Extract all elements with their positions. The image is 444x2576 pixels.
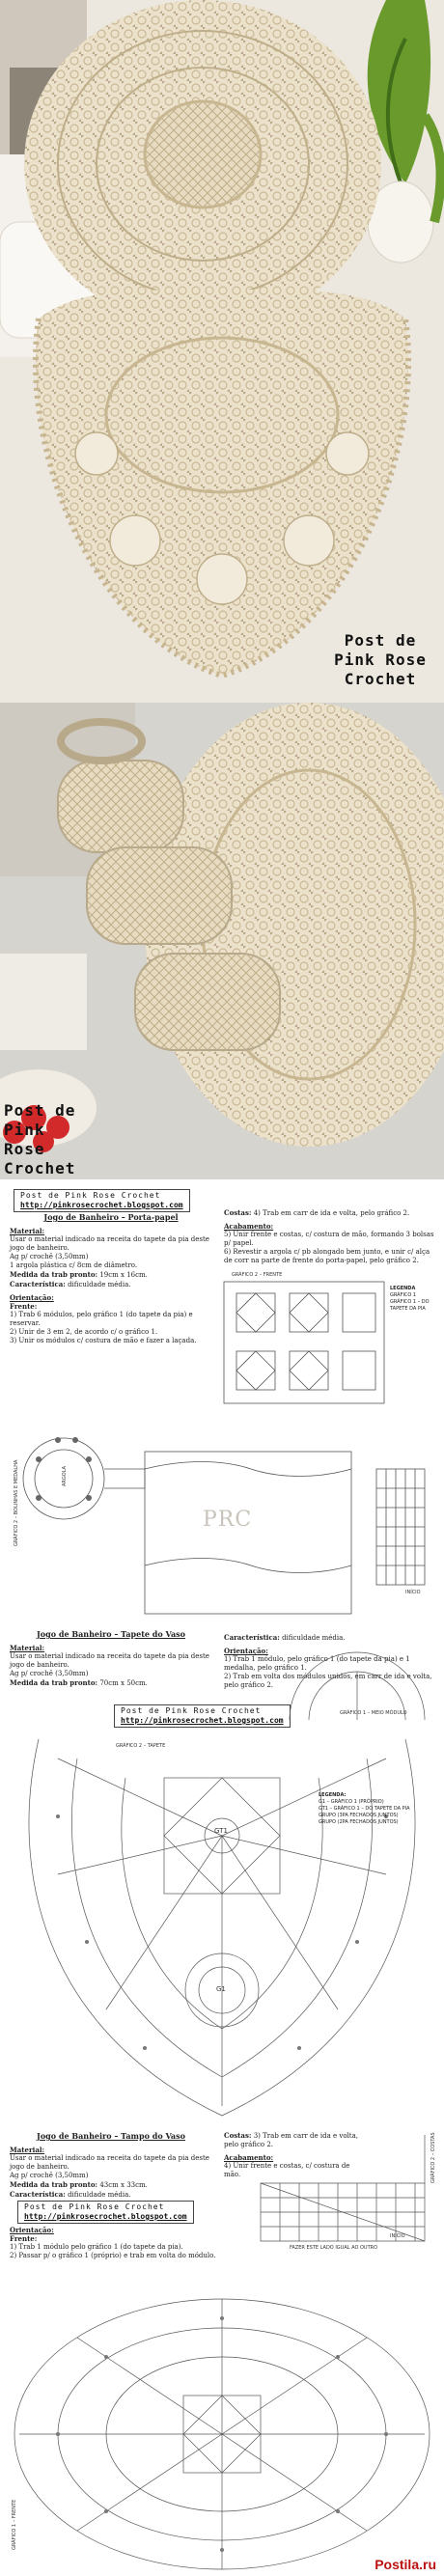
watermark-line-3: Crochet bbox=[4, 1159, 76, 1177]
needle-text: Ag p/ crochê (3,50mm) bbox=[10, 1253, 89, 1260]
size-label: Medida da trab pronto: bbox=[10, 1678, 98, 1687]
legend-item-1: GRÁFICO 1 bbox=[390, 1292, 417, 1298]
sheet-2-diagram bbox=[0, 1623, 444, 2125]
frente-heading: Frente: bbox=[10, 2234, 38, 2243]
chart-label-rug: GRÁFICO 2 – TAPETE bbox=[116, 1743, 166, 1749]
needle-text: Ag p/ crochê (3,50mm) bbox=[10, 2172, 89, 2179]
sheet-2-title: Jogo de Banheiro – Tapete do Vaso bbox=[37, 1629, 185, 1639]
watermark-line-2: Pink Rose bbox=[4, 1121, 45, 1158]
watermark-line-3: Crochet bbox=[344, 670, 417, 688]
legend-item-2: GT1 – GRÁFICO 1 – DO TAPETE DA PIA bbox=[319, 1806, 410, 1812]
sheet-1-diagrams bbox=[0, 1179, 444, 1623]
orientation-heading: Orientação: bbox=[10, 2226, 54, 2234]
chart-note-fazer: FAZER ESTE LADO IGUAL AO OUTRO bbox=[290, 2245, 378, 2251]
prc-mark: PRC bbox=[203, 1508, 253, 1532]
watermark-line-2: Pink Rose bbox=[334, 651, 427, 669]
legend-title: LEGENDA: bbox=[319, 1792, 347, 1798]
legend-title: LEGENDA bbox=[390, 1286, 416, 1291]
footer-source[interactable]: Postila.ru bbox=[375, 2557, 436, 2572]
material-text: Usar o material indicado na receita do tapete da pia deste jogo de banheiro. bbox=[10, 1652, 209, 1669]
size-label: Medida da trab pronto: bbox=[10, 2180, 98, 2189]
step-3: 3) Unir os módulos c/ costura de mão e fazer a laçada. bbox=[10, 1337, 197, 1344]
watermark-photo-2 bbox=[4, 1101, 91, 1178]
costas-text: 4) Trab em carr de ida e volta, pelo gráfico 2. bbox=[253, 1209, 410, 1217]
chart-label-ring: ARGOLA bbox=[62, 1465, 68, 1486]
watermark-photo-1 bbox=[322, 631, 438, 689]
char-value: dificuldade média. bbox=[282, 1634, 346, 1642]
watermark-line-1: Post de bbox=[4, 1101, 76, 1120]
blog-banner-link[interactable]: http://pinkrosecrochet.blogspot.com bbox=[121, 1716, 284, 1725]
step-2: 2) Passar p/ o gráfico 1 (próprio) e trab em volta do módulo. bbox=[10, 2252, 216, 2259]
chart-label-g1: G1 bbox=[216, 1985, 226, 1993]
char-label: Característica: bbox=[10, 2190, 66, 2199]
acabamento-2: 6) Revestir a argola c/ pb alongado bem junto, e unir c/ alça de corr na parte de frente do porta-papel, pelo gráfico 2. bbox=[224, 1248, 430, 1264]
blog-banner-line-1: Post de Pink Rose Crochet bbox=[24, 2202, 165, 2211]
blog-banner-link[interactable]: http://pinkrosecrochet.blogspot.com bbox=[20, 1201, 183, 1209]
orientation-heading: Orientação: bbox=[224, 1647, 268, 1655]
step-1: 1) Trab 1 módulo, pelo gráfico 1 (do tapete da pia) e 1 medalha, pelo gráfico 1. bbox=[224, 1655, 410, 1672]
blog-banner-line-1: Post de Pink Rose Crochet bbox=[121, 1706, 262, 1715]
pattern-sheet-toilet-rug bbox=[0, 1623, 444, 2125]
acabamento-heading: Acabamento: bbox=[224, 1222, 274, 1231]
frente-heading: Frente: bbox=[10, 1302, 38, 1311]
sheet-3-diagrams bbox=[0, 2125, 444, 2576]
sheet-1-legend bbox=[390, 1286, 440, 1313]
sheet-2-legend bbox=[319, 1792, 434, 1826]
needle-text: Ag p/ crochê (3,50mm) bbox=[10, 1670, 89, 1677]
material-text: Usar o material indicado na receita do tapete da pia deste jogo de banheiro. bbox=[10, 1235, 209, 1252]
char-value: dificuldade média. bbox=[68, 1281, 131, 1288]
costas-heading: Costas: bbox=[224, 2131, 252, 2140]
blog-banner-link[interactable]: http://pinkrosecrochet.blogspot.com bbox=[24, 2212, 187, 2221]
watermark-line-1: Post de bbox=[344, 631, 417, 650]
char-label: Característica: bbox=[10, 1280, 66, 1288]
chart-start-label: INÍCIO bbox=[390, 2233, 405, 2239]
sheet-3-title: Jogo de Banheiro – Tampo do Vaso bbox=[37, 2131, 185, 2141]
photo-paper-holder bbox=[0, 703, 444, 1179]
material-heading: Material: bbox=[10, 1227, 45, 1235]
legend-item-3: GRUPO (3PA FECHADOS JUNTOS) bbox=[319, 1813, 399, 1818]
chart-label-back: GRÁFICO 2 – COSTAS bbox=[430, 2132, 436, 2183]
size-value: 70cm x 50cm. bbox=[99, 1679, 148, 1687]
chart-label-bolinhas: GRÁFICO 2 – BOLINHAS E MEDALHA bbox=[14, 1459, 19, 1546]
material-text: Usar o material indicado na receita do tapete da pia deste jogo de banheiro. bbox=[10, 2154, 209, 2171]
legend-item-1: G1 – GRÁFICO 1 (PRÓPRIO) bbox=[319, 1799, 384, 1805]
photo-bathroom-set-top bbox=[0, 0, 444, 703]
char-label: Característica: bbox=[224, 1633, 280, 1642]
size-value: 43cm x 33cm. bbox=[99, 2181, 148, 2189]
photo-1-illustration bbox=[0, 0, 444, 703]
acabamento-1: 5) Unir frente e costas, c/ costura de mão, formando 3 bolsas p/ papel. bbox=[224, 1231, 434, 1247]
pattern-sheet-lid-cover bbox=[0, 2125, 444, 2576]
size-value: 19cm x 16cm. bbox=[99, 1271, 148, 1279]
char-value: dificuldade média. bbox=[68, 2191, 131, 2199]
step-2: 2) Trab em volta dos módulos unidos, em carr de ida e volta, pelo gráfico 2. bbox=[224, 1673, 432, 1689]
blog-banner-line-1: Post de Pink Rose Crochet bbox=[20, 1191, 161, 1200]
legend-item-2: GRÁFICO 1 – DO TAPETE DA PIA bbox=[390, 1299, 430, 1312]
orientation-heading: Orientação: bbox=[10, 1293, 54, 1302]
material-heading: Material: bbox=[10, 2146, 45, 2154]
chart-label-front: GRÁFICO 1 – FRENTE bbox=[12, 2499, 17, 2550]
legend-item-4: GRUPO (2PA FECHADOS JUNTOS) bbox=[319, 1819, 399, 1825]
acabamento-heading: Acabamento: bbox=[224, 2153, 274, 2162]
costas-heading: Costas: bbox=[224, 1208, 252, 1217]
chart-label-front: GRÁFICO 2 – FRENTE bbox=[232, 1272, 283, 1278]
step-1: 1) Trab 1 módulo pelo gráfico 1 (do tapete da pia). bbox=[10, 2243, 183, 2251]
material-heading: Material: bbox=[10, 1644, 45, 1652]
step-1: 1) Trab 6 módulos, pelo gráfico 1 (do tapete da pia) e reservar. bbox=[10, 1311, 193, 1327]
chart-label-half-module: GRÁFICO 1 – MEIO MÓDULO bbox=[340, 1710, 407, 1716]
acabamento-1: 4) Unir frente e costas, c/ costura de mão. bbox=[224, 2162, 350, 2178]
chart-start-label: INÍCIO bbox=[405, 1590, 421, 1595]
pattern-sheet-paper-holder bbox=[0, 1179, 444, 1623]
chart-label-gt1: GT1 bbox=[214, 1827, 228, 1835]
sheet-1-title: Jogo de Banheiro – Porta-papel bbox=[43, 1212, 179, 1222]
step-2: 2) Unir de 3 em 2, de acordo c/ o gráfico 1. bbox=[10, 1328, 158, 1336]
size-label: Medida da trab pronto: bbox=[10, 1270, 98, 1279]
costas-text: 3) Trab em carr de ida e volta, pelo gráfico 2. bbox=[224, 2132, 358, 2148]
ring-text: 1 argola plástica c/ 8cm de diâmetro. bbox=[10, 1261, 138, 1269]
